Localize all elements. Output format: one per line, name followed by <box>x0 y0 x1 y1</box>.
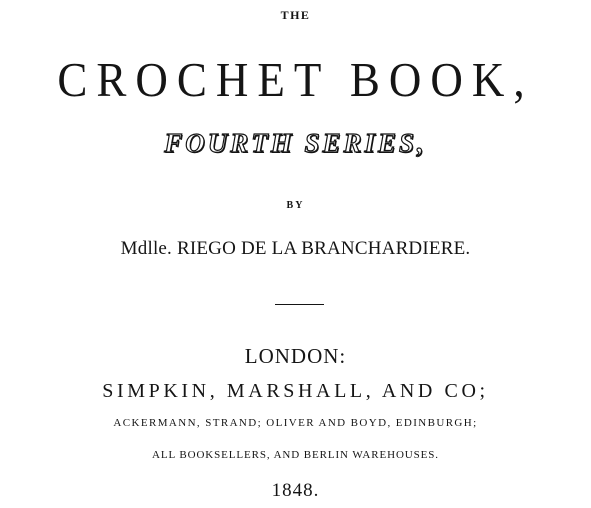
book-title: CROCHET BOOK, <box>57 52 534 107</box>
author-name: Mdlle. RIEGO DE LA BRANCHARDIERE. <box>120 238 471 259</box>
divider-rule <box>275 304 324 305</box>
publication-city: LONDON: <box>244 344 347 368</box>
title-article: THE <box>280 8 311 22</box>
by-line: BY <box>286 200 305 211</box>
booksellers-line: ALL BOOKSELLERS, AND BERLIN WAREHOUSES. <box>152 449 439 461</box>
publication-year: 1848. <box>271 480 320 501</box>
series-subtitle: FOURTH SERIES, <box>164 128 427 158</box>
sales-agents: ACKERMANN, STRAND; OLIVER AND BOYD, EDINBURGH; <box>113 417 478 429</box>
publisher-name: SIMPKIN, MARSHALL, AND CO; <box>102 380 489 402</box>
